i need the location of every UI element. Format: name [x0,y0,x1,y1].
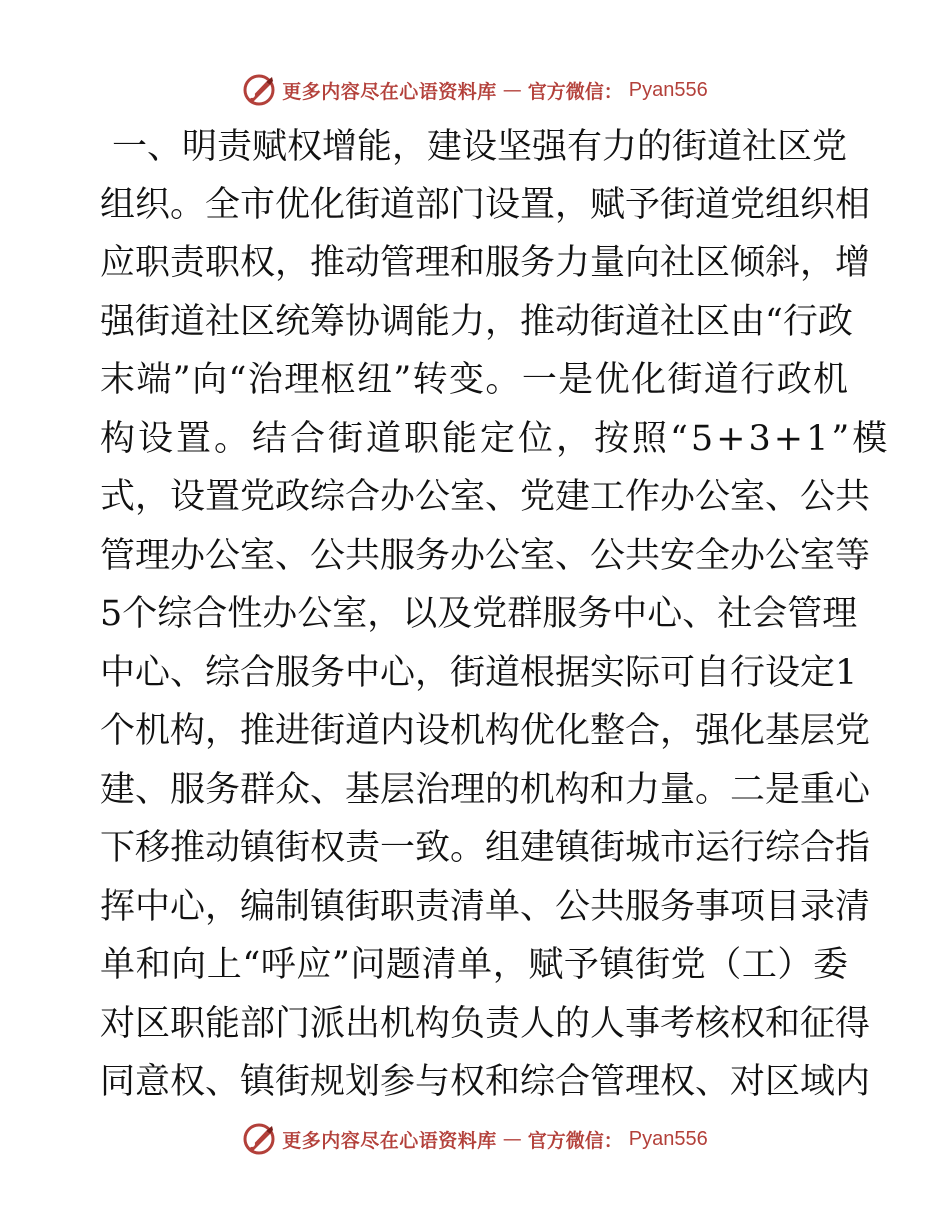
footer-wechat-id: Pyan556 [628,1127,708,1150]
body-line: 挥中心，编制镇街职责清单、公共服务事项目录清 [100,887,871,927]
header-brand-text: 更多内容尽在心语资料库 [282,80,497,103]
body-line: 管理办公室、公共服务办公室、公共安全办公室等 [100,536,871,576]
body-line: 应职责职权，推动管理和服务力量向社区倾斜，增 [100,243,871,283]
body-line: 单和向上“呼应”问题清单，赋予镇街党（工）委 [100,945,848,985]
quill-logo-icon [242,73,276,107]
body-line: 构设置。结合街道职能定位，按照“5+3+1”模 [100,419,891,459]
body-line: 组织。全市优化街道部门设置，赋予街道党组织相 [100,185,871,225]
header-separator: — [502,79,522,101]
body-line: 个机构，推进街道内设机构优化整合，强化基层党 [100,711,871,751]
body-line: 强街道社区统筹协调能力，推动街道社区由“行政 [100,302,853,342]
footer-wechat-label: 官方微信： [527,1129,623,1152]
body-line: 中心、综合服务中心，街道根据实际可自行设定1 [100,653,858,693]
header-wechat-label: 官方微信： [527,80,623,103]
body-line: 同意权、镇街规划参与权和综合管理权、对区域内 [100,1062,871,1102]
body-line: 末端”向“治理枢纽”转变。一是优化街道行政机 [100,360,848,400]
body-line: 对区职能部门派出机构负责人的人事考核权和征得 [100,1004,871,1044]
footer-banner [0,1117,950,1161]
quill-logo-icon [242,1122,276,1156]
body-line: 5个综合性办公室，以及党群服务中心、社会管理 [100,594,858,634]
body-line: 一、明责赋权增能，建设坚强有力的街道社区党 [112,127,848,167]
body-line: 下移推动镇街权责一致。组建镇街城市运行综合指 [100,828,871,868]
header-banner [0,68,950,112]
footer-separator: — [502,1128,522,1150]
body-line: 建、服务群众、基层治理的机构和力量。二是重心 [100,770,871,810]
footer-brand-text: 更多内容尽在心语资料库 [282,1129,497,1152]
body-line: 式，设置党政综合办公室、党建工作办公室、公共 [100,477,871,517]
header-wechat-id: Pyan556 [628,78,708,101]
